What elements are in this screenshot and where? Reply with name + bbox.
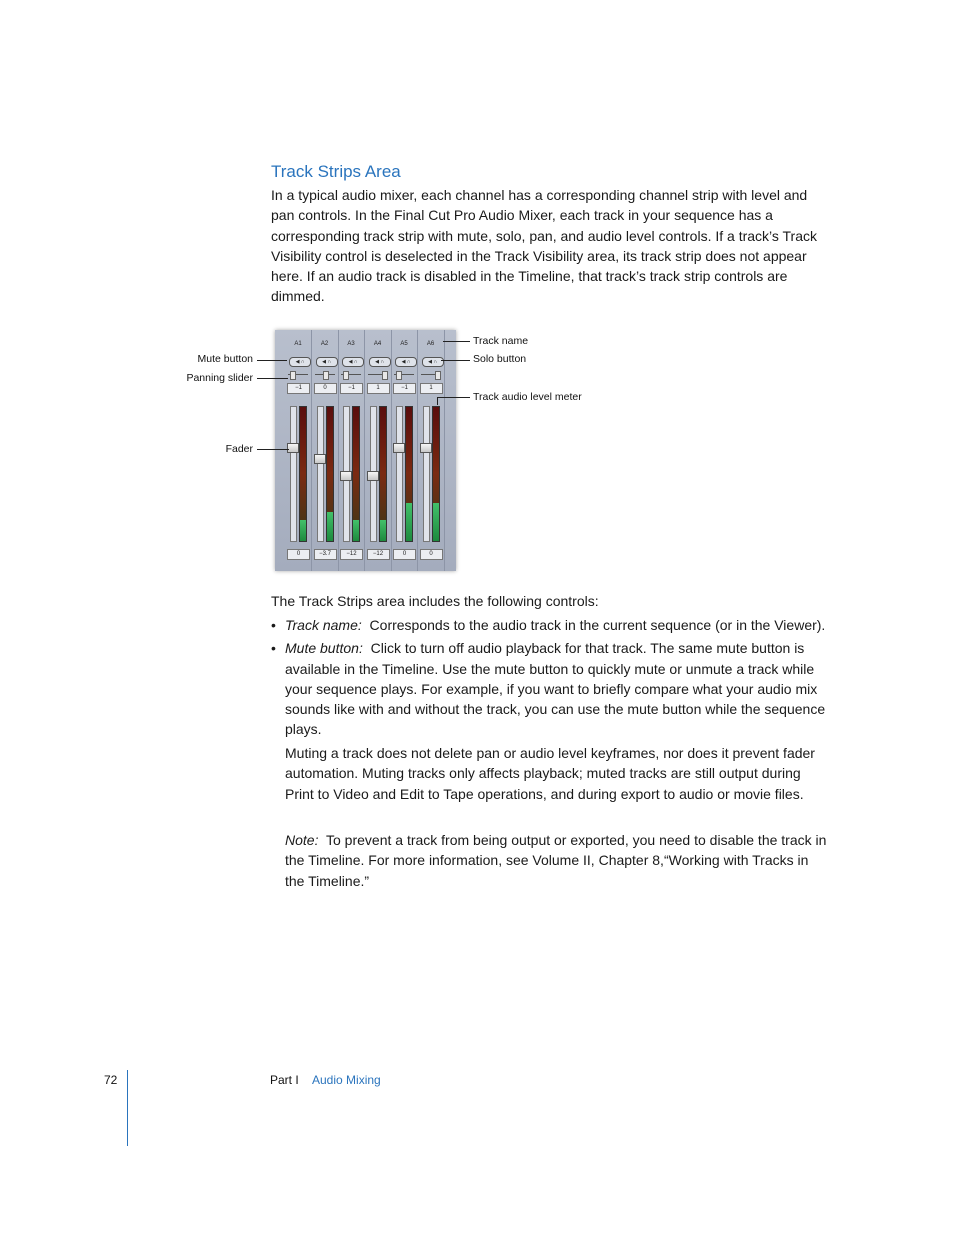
- fader[interactable]: [317, 406, 324, 542]
- track-name-label: A5: [400, 341, 408, 347]
- fader-handle[interactable]: [393, 443, 405, 453]
- callout-panning-slider: Panning slider: [186, 372, 253, 384]
- leader-track-name: [443, 341, 470, 342]
- panning-slider-knob[interactable]: [396, 371, 402, 380]
- level-value-field[interactable]: 0: [393, 549, 416, 560]
- panning-slider-knob[interactable]: [343, 371, 349, 380]
- meter-fill: [327, 512, 333, 541]
- section-heading: Track Strips Area: [271, 162, 401, 181]
- callout-solo-button: Solo button: [473, 353, 527, 365]
- fader-handle[interactable]: [420, 443, 432, 453]
- mute-solo-buttons[interactable]: ◀ ∩: [422, 357, 444, 367]
- panning-slider-knob[interactable]: [323, 371, 329, 380]
- track-strip: [391, 330, 417, 571]
- track-strips-panel: [275, 330, 456, 571]
- leader-fader: [257, 449, 289, 450]
- pan-value-field[interactable]: 1: [420, 383, 443, 394]
- level-value-field[interactable]: −3.7: [314, 549, 337, 560]
- track-strip: [365, 330, 391, 571]
- track-audio-level-meter: [405, 406, 413, 542]
- fader-handle[interactable]: [367, 471, 379, 481]
- list-item-mute-button: [271, 638, 831, 739]
- track-name-label: A2: [320, 341, 329, 347]
- track-audio-level-meter: [379, 406, 387, 542]
- fader[interactable]: [423, 406, 430, 542]
- mute-solo-buttons[interactable]: ◀ ∩: [342, 357, 364, 367]
- level-value-field[interactable]: 0: [287, 549, 310, 560]
- list-item-term: Mute button:: [285, 640, 363, 657]
- bullet-icon: •: [271, 617, 276, 633]
- panning-slider[interactable]: [341, 374, 361, 375]
- pan-value-field[interactable]: 1: [367, 383, 390, 394]
- callout-track-audio-level-meter: Track audio level meter: [473, 391, 582, 403]
- track-audio-level-meter: [299, 406, 307, 542]
- controls-list: [271, 615, 831, 743]
- footer-part: Part I: [270, 1073, 299, 1087]
- meter-fill: [353, 520, 359, 541]
- leader-mute-button: [257, 360, 287, 361]
- mute-solo-buttons[interactable]: ◀ ∩: [395, 357, 417, 367]
- fader[interactable]: [396, 406, 403, 542]
- panning-slider-knob[interactable]: [435, 371, 441, 380]
- footer-section-link[interactable]: Audio Mixing: [312, 1073, 381, 1087]
- pan-value-field[interactable]: −1: [340, 383, 363, 394]
- intro-paragraph: In a typical audio mixer, each channel has a corresponding channel strip with level and pan controls. In the Final Cut Pro Audio Mixer, each track in your sequence has a corresponding track strip with mute, solo, pan, and audio level controls. If a track’s Track Visibility control is deselected in the Track Visibility area, its track strip does not appear here. If an audio track is disabled in the Timeline, that track’s track strip controls are dimmed.: [271, 187, 817, 305]
- list-item-track-name: [271, 615, 831, 635]
- track-name-label: A4: [373, 341, 382, 347]
- leader-solo-button: [441, 360, 470, 361]
- panning-slider[interactable]: [368, 374, 388, 375]
- strip-divider: [444, 330, 445, 571]
- track-name-label: A6: [426, 341, 435, 347]
- track-strip: [418, 330, 444, 571]
- track-audio-level-meter: [352, 406, 360, 542]
- track-strip: [338, 330, 364, 571]
- fader[interactable]: [343, 406, 350, 542]
- pan-value-field[interactable]: 0: [314, 383, 337, 394]
- page-number: 72: [104, 1073, 118, 1087]
- panning-slider[interactable]: [315, 374, 335, 375]
- panning-slider-knob[interactable]: [290, 371, 296, 380]
- note-text: To prevent a track from being output or exported, you need to disable the track in the Timeline. For more information, see Volume II, Chapter 8,“Working with Tracks in the Timeline.”: [285, 832, 827, 889]
- muting-paragraph: Muting a track does not delete pan or audio level keyframes, nor does it prevent fader automation. Muting tracks only affects playback; muted tracks are still output during Print to Video and Edit to Tape operations, and during export to audio or movie files.: [285, 745, 815, 802]
- callout-fader: Fader: [225, 443, 253, 455]
- track-audio-level-meter: [432, 406, 440, 542]
- track-strip: [312, 330, 338, 571]
- mute-solo-buttons[interactable]: ◀ ∩: [369, 357, 391, 367]
- panning-slider[interactable]: [394, 374, 414, 375]
- meter-fill: [406, 503, 412, 541]
- level-value-field[interactable]: −12: [367, 549, 390, 560]
- fader[interactable]: [370, 406, 377, 542]
- note-label: Note:: [285, 832, 319, 848]
- mute-solo-buttons[interactable]: ◀ ∩: [289, 357, 311, 367]
- callout-mute-button: Mute button: [197, 353, 253, 365]
- pan-value-field[interactable]: −1: [393, 383, 416, 394]
- mute-solo-buttons[interactable]: ◀ ∩: [316, 357, 338, 367]
- level-value-field[interactable]: −12: [340, 549, 363, 560]
- list-item-term: Track name:: [285, 617, 362, 633]
- track-name-label: A1: [294, 341, 302, 347]
- track-audio-level-meter: [326, 406, 334, 542]
- leader-track-audio-level-meter: [437, 397, 470, 398]
- controls-lead-paragraph: The Track Strips area includes the following controls:: [271, 593, 599, 609]
- list-item-text: Corresponds to the audio track in the current sequence (or in the Viewer).: [369, 617, 826, 633]
- footer-rule: [127, 1070, 128, 1146]
- fader[interactable]: [290, 406, 297, 542]
- note-paragraph: [285, 830, 830, 891]
- panning-slider[interactable]: [421, 374, 441, 375]
- pan-value-field[interactable]: −1: [287, 383, 310, 394]
- meter-fill: [380, 520, 386, 541]
- level-value-field[interactable]: 0: [420, 549, 443, 560]
- callout-track-name: Track name: [473, 335, 529, 347]
- meter-fill: [300, 520, 306, 541]
- bullet-icon: •: [271, 640, 276, 657]
- fader-handle[interactable]: [340, 471, 352, 481]
- track-name-label: A3: [347, 341, 355, 347]
- list-item-text: Click to turn off audio playback for that track. The same mute button is available in the Timeline. Use the mute button to quickly mute or unmute a track while your sequence plays. For example, if you want to briefly compare what your audio mix sounds like with and without the track, you can use the mute button while the sequence plays.: [285, 640, 826, 738]
- panning-slider-knob[interactable]: [382, 371, 388, 380]
- leader-panning-slider: [257, 378, 288, 379]
- track-strip: [285, 330, 311, 571]
- leader-track-audio-level-meter-drop: [437, 397, 438, 405]
- fader-handle[interactable]: [314, 454, 326, 464]
- panning-slider[interactable]: [288, 374, 308, 375]
- meter-fill: [433, 503, 439, 541]
